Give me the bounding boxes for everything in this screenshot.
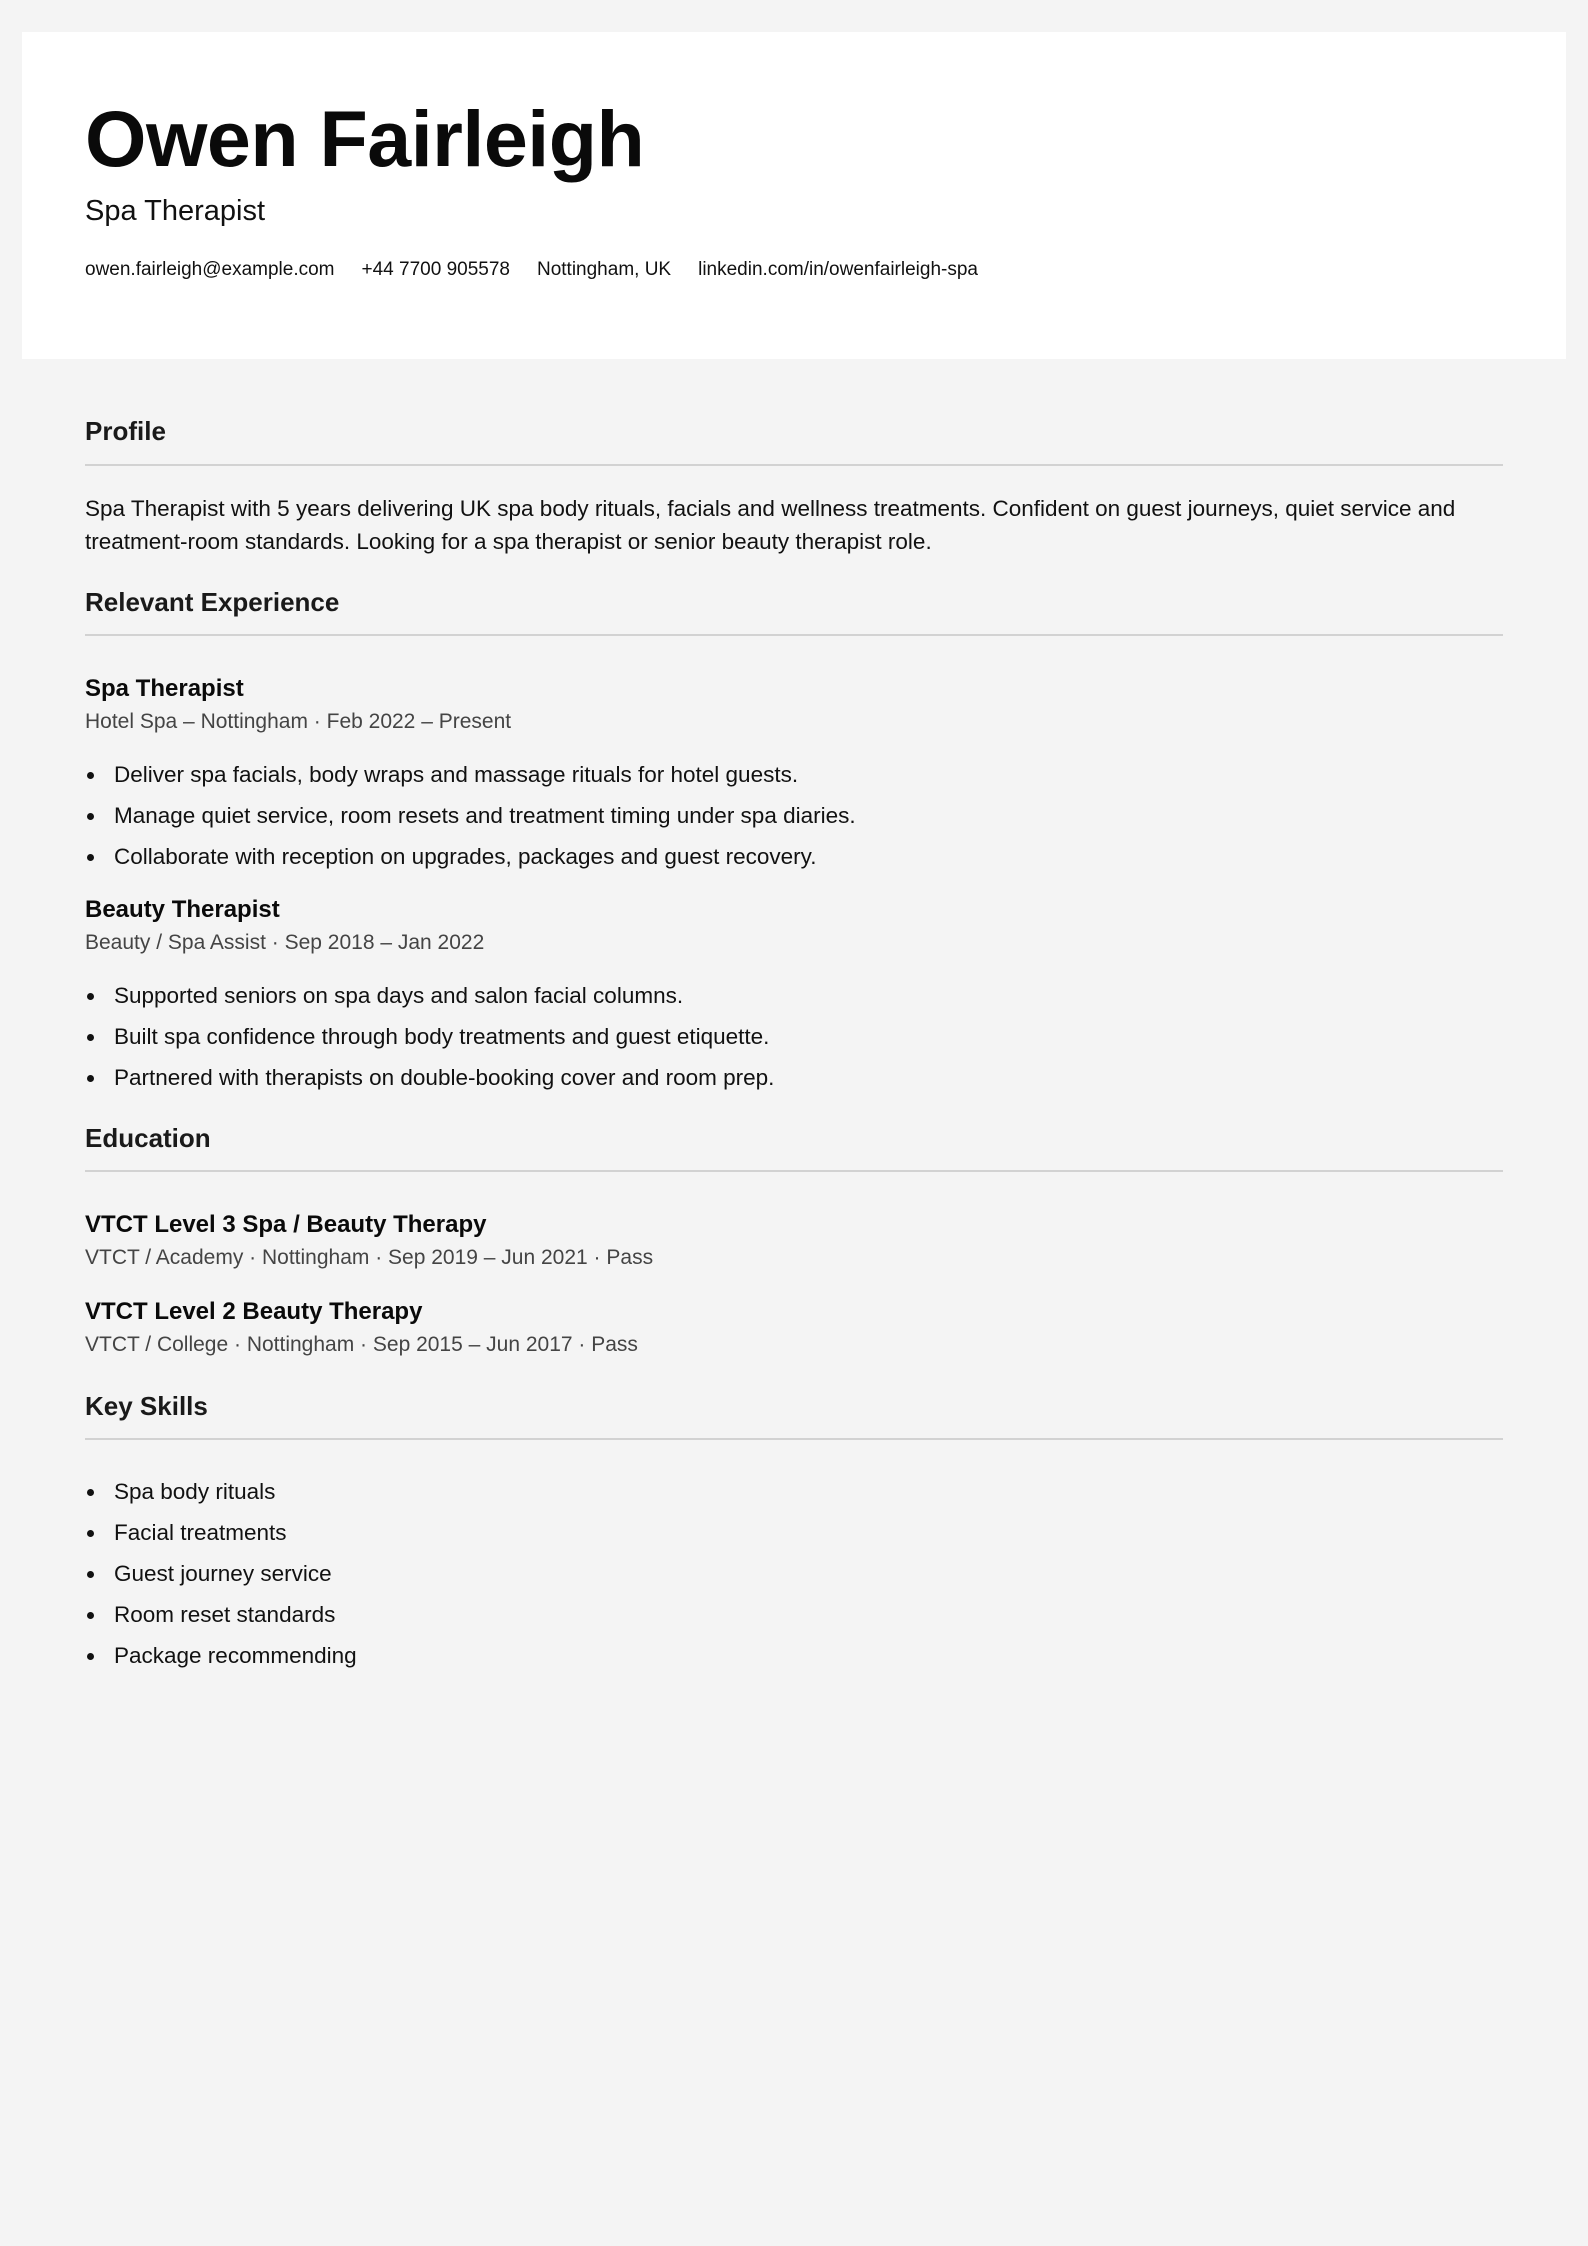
list-item: Supported seniors on spa days and salon facial columns.	[85, 975, 774, 1016]
education-title: VTCT Level 2 Beauty Therapy	[85, 1298, 423, 1325]
contact-email[interactable]: owen.fairleigh@example.com	[85, 259, 335, 280]
contact-row	[85, 259, 978, 281]
job-bullets	[85, 754, 856, 877]
job-title: Beauty Therapist	[85, 896, 280, 923]
list-item: Spa body rituals	[85, 1471, 357, 1512]
section-title-skills: Key Skills	[85, 1391, 208, 1421]
job-title: Spa Therapist	[85, 675, 244, 702]
contact-phone[interactable]: +44 7700 905578	[361, 259, 510, 280]
list-item: Facial treatments	[85, 1512, 357, 1553]
contact-linkedin[interactable]: linkedin.com/in/owenfairleigh-spa	[698, 259, 978, 280]
section-title-experience: Relevant Experience	[85, 587, 340, 617]
resume-header	[22, 32, 1566, 359]
list-item: Built spa confidence through body treatments and guest etiquette.	[85, 1016, 774, 1057]
candidate-role: Spa Therapist	[85, 195, 266, 227]
profile-summary: Spa Therapist with 5 years delivering UK spa body rituals, facials and wellness treatments. Confident on guest journeys, quiet service and treatment-room standards. Looking for a spa therapist or senior beauty therapist role.	[85, 496, 1456, 554]
list-item: Package recommending	[85, 1635, 357, 1676]
section-divider	[85, 1438, 1503, 1440]
section-divider	[85, 464, 1503, 466]
job-bullets	[85, 975, 774, 1098]
education-title: VTCT Level 3 Spa / Beauty Therapy	[85, 1211, 487, 1238]
section-title-profile: Profile	[85, 416, 166, 446]
list-item: Guest journey service	[85, 1553, 357, 1594]
list-item: Manage quiet service, room resets and treatment timing under spa diaries.	[85, 795, 856, 836]
skills-list	[85, 1471, 357, 1676]
list-item: Collaborate with reception on upgrades, packages and guest recovery.	[85, 836, 856, 877]
section-divider	[85, 634, 1503, 636]
job-meta: Hotel Spa – Nottingham · Feb 2022 – Present	[85, 710, 512, 733]
section-title-education: Education	[85, 1123, 211, 1153]
education-meta: VTCT / College · Nottingham · Sep 2015 – Jun 2017 · Pass	[85, 1333, 638, 1356]
education-meta: VTCT / Academy · Nottingham · Sep 2019 – Jun 2021 · Pass	[85, 1246, 654, 1269]
candidate-name: Owen Fairleigh	[85, 94, 645, 183]
list-item: Partnered with therapists on double-booking cover and room prep.	[85, 1057, 774, 1098]
list-item: Deliver spa facials, body wraps and massage rituals for hotel guests.	[85, 754, 856, 795]
job-meta: Beauty / Spa Assist · Sep 2018 – Jan 2022	[85, 931, 485, 954]
contact-location: Nottingham, UK	[536, 259, 672, 280]
section-divider	[85, 1170, 1503, 1172]
list-item: Room reset standards	[85, 1594, 357, 1635]
